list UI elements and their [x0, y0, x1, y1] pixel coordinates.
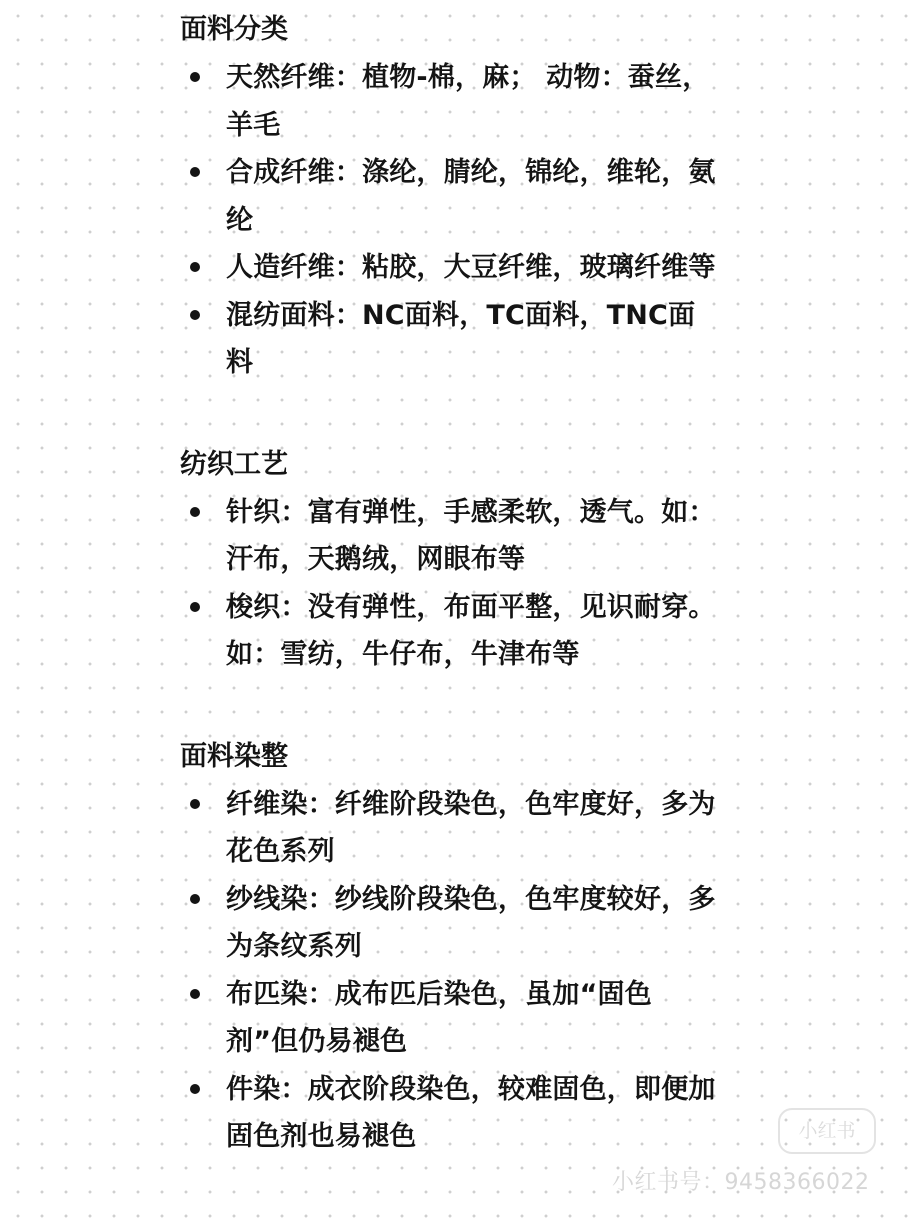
bullet-dot-icon	[190, 799, 200, 809]
list-item-text: 布匹染：成布匹后染色，虽加“固色剂”但仍易褪色	[226, 978, 652, 1057]
bullet-dot-icon	[190, 507, 200, 517]
list-item-text: 天然纤维：植物-棉，麻； 动物：蚕丝，羊毛	[226, 62, 710, 141]
list-item-text: 人造纤维：粘胶，大豆纤维，玻璃纤维等	[226, 252, 716, 283]
section-title: 面料染整	[180, 740, 288, 772]
bullet-dot-icon	[190, 310, 200, 320]
list-item-text: 混纺面料：NC面料，TC面料，TNC面料	[226, 299, 696, 378]
section-fabric-classification	[180, 6, 740, 387]
section-weaving-process	[180, 441, 740, 679]
list-item-text: 梭织：没有弹性，布面平整，见识耐穿。如：雪纺，牛仔布，牛津布等	[226, 591, 716, 670]
watermark-id: 小红书号：9458366022	[612, 1170, 870, 1195]
section-fabric-dyeing	[180, 733, 740, 1161]
list-item-text: 合成纤维：涤纶，腈纶，锦纶，维轮，氨纶	[226, 157, 716, 236]
bullet-dot-icon	[190, 262, 200, 272]
list-item	[180, 244, 716, 292]
bullet-dot-icon	[190, 1084, 200, 1094]
bullet-dot-icon	[190, 989, 200, 999]
document	[180, 6, 740, 1215]
bullet-list	[180, 54, 740, 387]
list-item	[180, 149, 716, 244]
bullet-dot-icon	[190, 602, 200, 612]
watermark-logo: 小红书	[778, 1108, 876, 1154]
list-item	[180, 971, 716, 1066]
section-title: 纺织工艺	[180, 448, 288, 480]
list-item	[180, 876, 716, 971]
list-item	[180, 1066, 716, 1161]
list-item	[180, 781, 716, 876]
bullet-dot-icon	[190, 167, 200, 177]
list-item-text: 纱线染：纱线阶段染色，色牢度较好，多为条纹系列	[226, 883, 716, 962]
list-item-text: 纤维染：纤维阶段染色，色牢度好，多为花色系列	[226, 788, 716, 867]
list-item	[180, 292, 716, 387]
list-item-text: 针织：富有弹性，手感柔软，透气。如：汗布，天鹅绒，网眼布等	[226, 496, 716, 575]
list-item	[180, 489, 716, 584]
bullet-dot-icon	[190, 894, 200, 904]
list-item	[180, 54, 716, 149]
list-item-text: 件染：成衣阶段染色，较难固色，即便加固色剂也易褪色	[226, 1073, 716, 1152]
list-item	[180, 584, 716, 679]
section-title: 面料分类	[180, 14, 288, 45]
bullet-list	[180, 489, 740, 679]
bullet-dot-icon	[190, 72, 200, 82]
bullet-list	[180, 781, 740, 1161]
